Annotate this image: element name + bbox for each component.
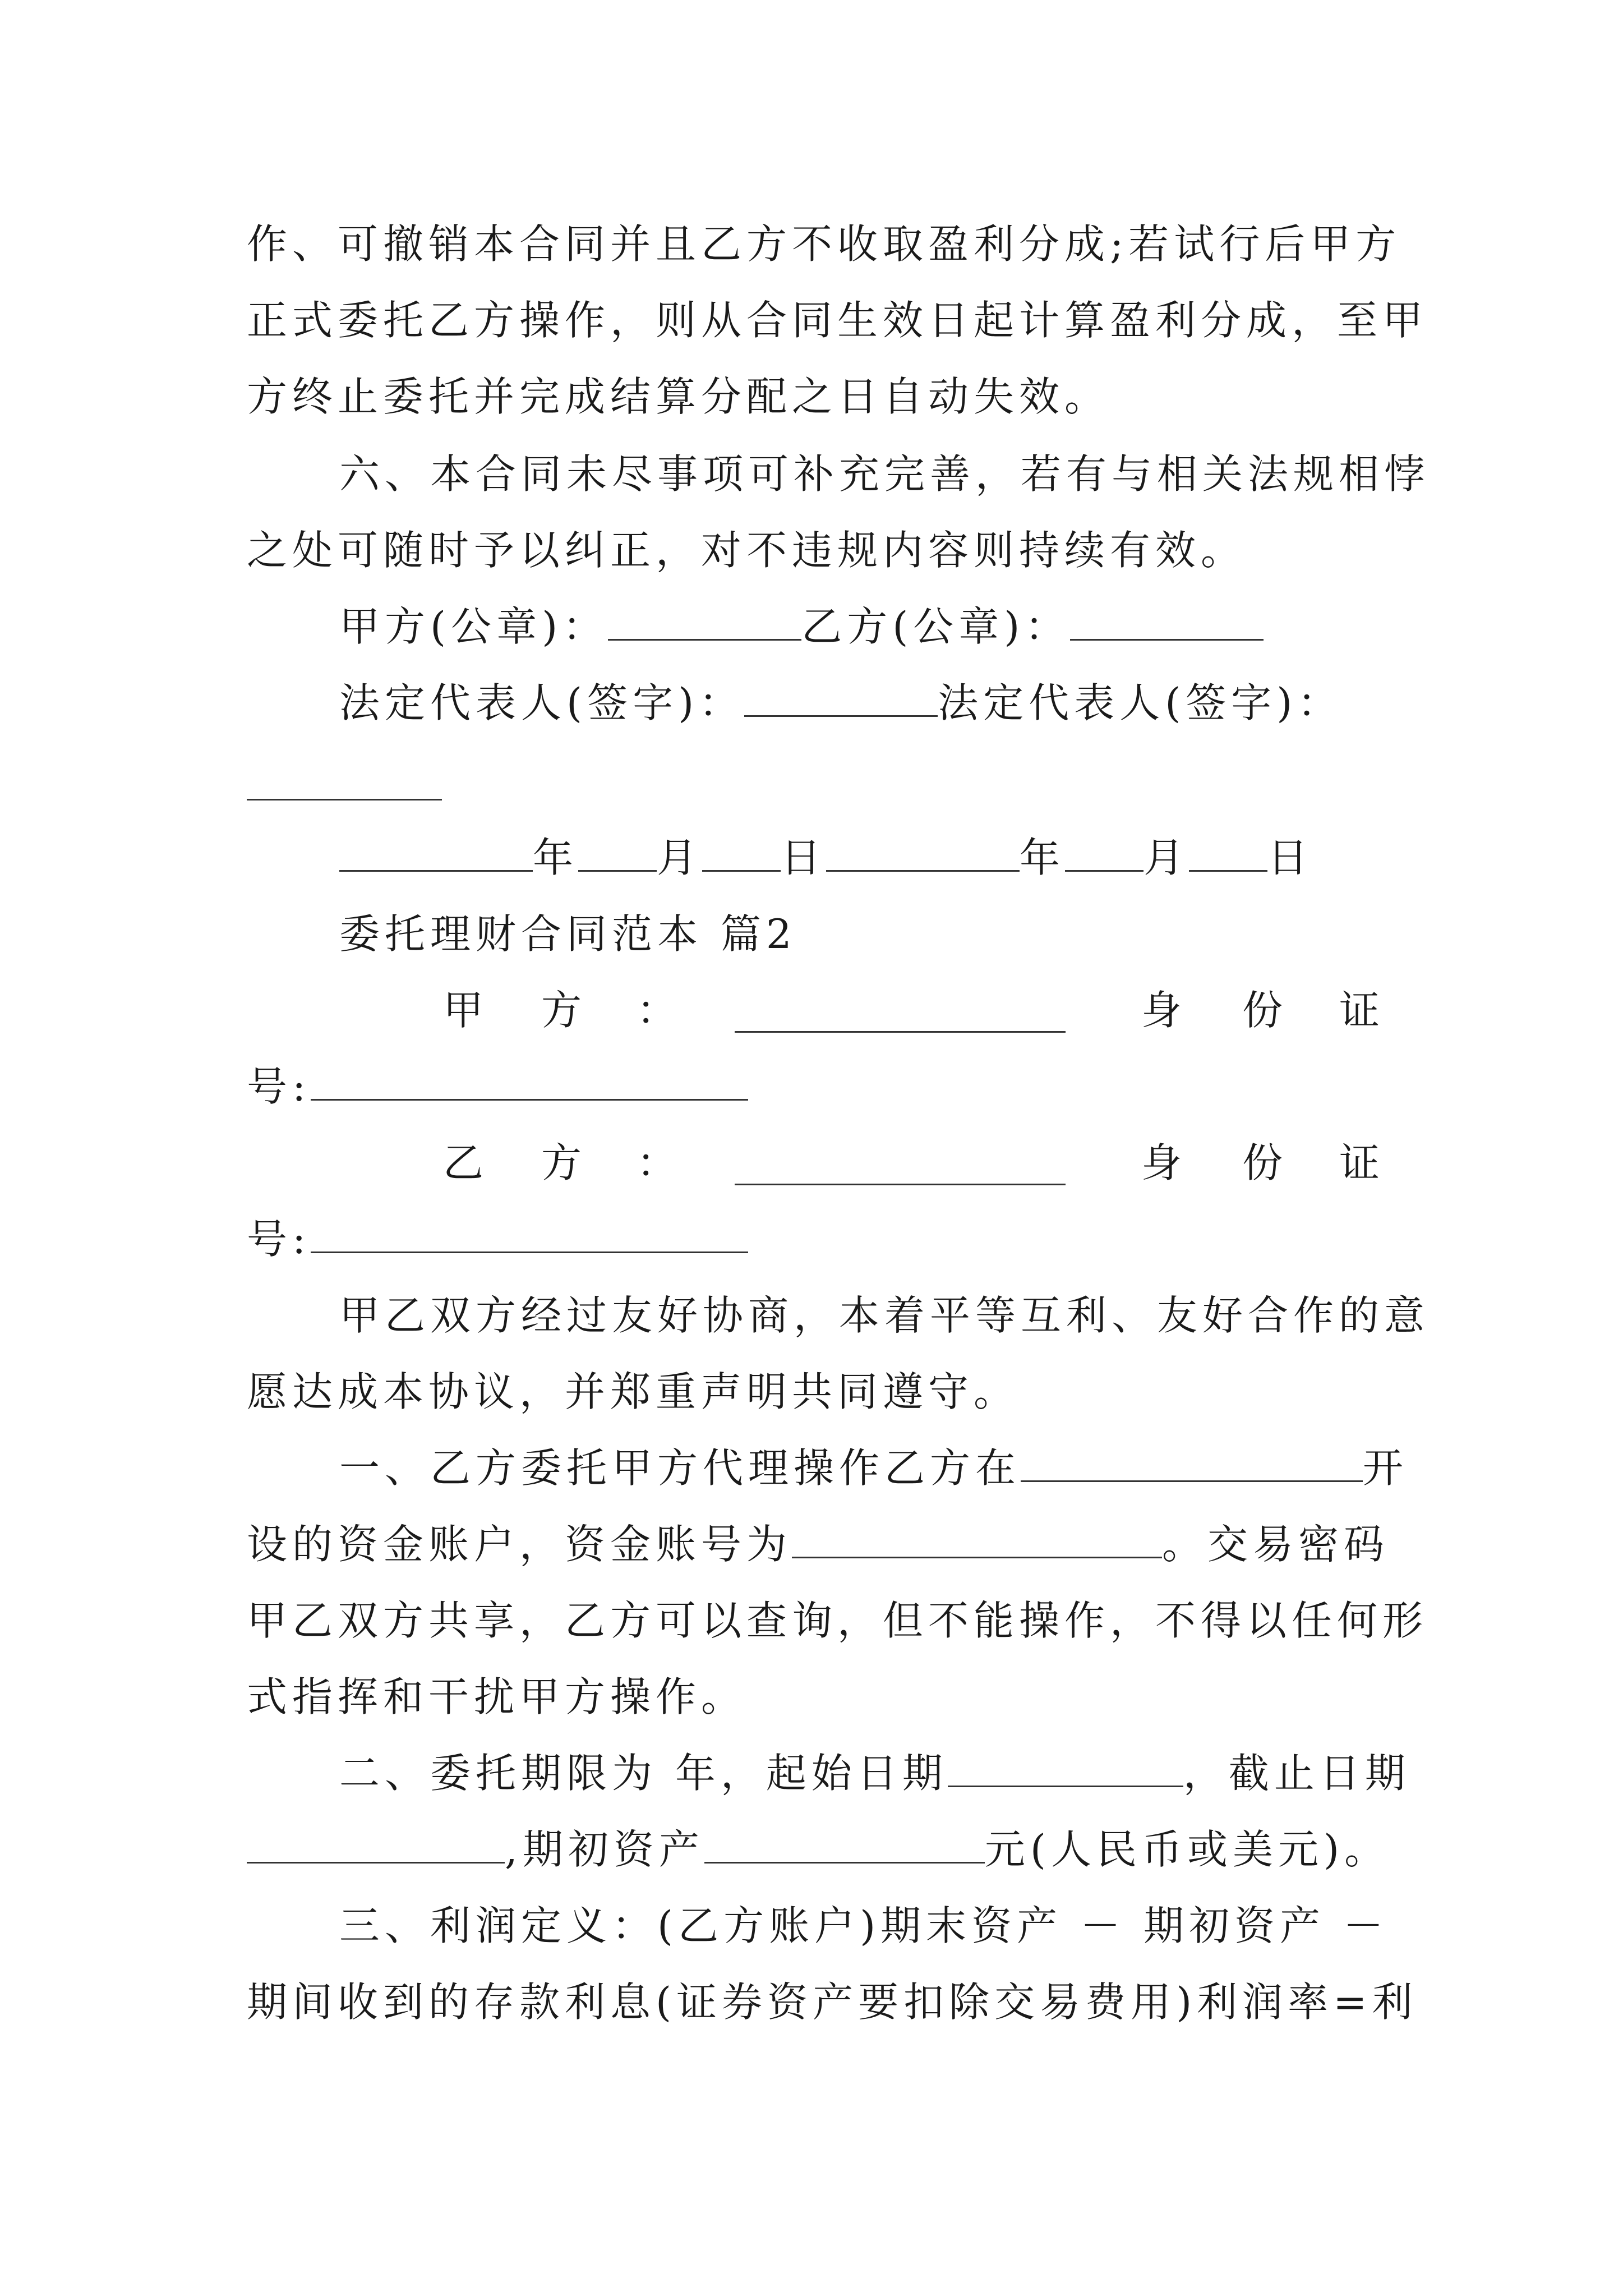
day-b-blank[interactable]	[1189, 835, 1267, 872]
party-b-id-label: 号:	[247, 1216, 311, 1263]
party-b-name-blank[interactable]	[735, 1149, 1066, 1185]
rep-a-label: 法定代表人(签字)：	[339, 679, 745, 726]
start-date-blank[interactable]	[948, 1751, 1183, 1787]
representative-row	[339, 672, 1380, 734]
year-b-label: 年	[1020, 834, 1066, 881]
party-b-colon: ：	[637, 1139, 683, 1186]
rep-b-blank[interactable]	[247, 799, 442, 800]
clause-two-text-a: 二、委托期限为 年，起始日期	[339, 1750, 948, 1797]
clause-one-text-b: 开	[1363, 1444, 1409, 1492]
clause-six-line-2: 之处可随时予以纠正，对不违规内容则持续有效。	[247, 527, 1247, 574]
year-a-label: 年	[533, 834, 579, 881]
clause-two-line-1	[339, 1742, 1410, 1804]
intro-line-1: 甲乙双方经过友好协商，本着平等互利、友好合作的意	[339, 1292, 1430, 1339]
paragraph-line-2: 正式委托乙方操作，则从合同生效日起计算盈利分成，至甲	[247, 297, 1428, 344]
party-a-id-char-1: 身	[1141, 987, 1187, 1034]
party-a-id-label: 号:	[247, 1063, 311, 1110]
month-b-label: 月	[1144, 834, 1189, 881]
clause-six-line-1: 六、本合同未尽事项可补充完善，若有与相关法规相悖	[339, 450, 1430, 498]
clause-three-line-1: 三、利润定义：(乙方账户)期末资产 － 期初资产 －	[339, 1902, 1389, 1949]
intro-line-2: 愿达成本协议，并郑重声明共同遵守。	[247, 1368, 1020, 1415]
party-b-id-char-3: 证	[1339, 1139, 1385, 1186]
clause-one-text-d: 。交易密码	[1162, 1521, 1390, 1568]
year-b-blank[interactable]	[826, 835, 1020, 872]
initial-assets-blank[interactable]	[704, 1827, 985, 1864]
day-a-blank[interactable]	[702, 835, 781, 872]
party-a-id-char-3: 证	[1339, 987, 1385, 1034]
month-a-blank[interactable]	[578, 835, 657, 872]
party-b-id-char-1: 身	[1141, 1139, 1187, 1186]
clause-one-line-2	[247, 1513, 1390, 1575]
clause-one-line-3: 甲乙双方共享，乙方可以查询，但不能操作，不得以任何形	[247, 1597, 1428, 1644]
clause-one-line-4: 式指挥和干扰甲方操作。	[247, 1673, 747, 1720]
clause-two-line-2	[247, 1819, 1390, 1880]
paragraph-line-3: 方终止委托并完成结算分配之日自动失效。	[247, 373, 1110, 420]
party-b-id-row	[247, 1208, 1380, 1270]
end-date-blank[interactable]	[247, 1827, 505, 1864]
party-b-char-2: 方	[541, 1139, 587, 1186]
clause-one-text-a: 一、乙方委托甲方代理操作乙方在	[339, 1444, 1021, 1492]
year-a-blank[interactable]	[339, 835, 533, 872]
date-row	[339, 827, 1380, 889]
month-b-blank[interactable]	[1065, 835, 1144, 872]
party-a-colon: ：	[637, 987, 683, 1034]
party-a-row	[443, 979, 1385, 1041]
party-a-id-row	[247, 1056, 1380, 1117]
party-b-id-blank[interactable]	[311, 1217, 748, 1253]
account-number-blank[interactable]	[792, 1522, 1162, 1558]
clause-two-text-d: 元(人民币或美元)。	[984, 1826, 1390, 1873]
party-a-char-1: 甲	[443, 987, 489, 1034]
clause-one-line-1	[339, 1437, 1409, 1499]
party-a-seal-label: 甲方(公章)：	[339, 603, 608, 650]
account-bank-blank[interactable]	[1021, 1446, 1363, 1482]
seal-row	[339, 596, 1380, 657]
party-b-row	[443, 1132, 1385, 1194]
clause-one-text-c: 设的资金账户，资金账号为	[247, 1521, 792, 1568]
party-b-char-1: 乙	[443, 1139, 489, 1186]
month-a-label: 月	[657, 834, 703, 881]
clause-two-text-b: ，截止日期	[1183, 1750, 1410, 1797]
party-a-id-char-2: 份	[1242, 987, 1288, 1034]
section-title: 委托理财合同范本 篇2	[339, 910, 797, 958]
clause-three-line-2: 期间收到的存款利息(证券资产要扣除交易费用)利润率=利	[247, 1978, 1418, 2026]
party-a-char-2: 方	[541, 987, 587, 1034]
party-a-seal-blank[interactable]	[608, 604, 801, 641]
party-b-id-char-2: 份	[1242, 1139, 1288, 1186]
party-b-seal-blank[interactable]	[1070, 604, 1264, 641]
party-a-id-blank[interactable]	[311, 1064, 748, 1101]
clause-two-text-c: ,期初资产	[505, 1826, 704, 1873]
day-a-label: 日	[781, 834, 827, 881]
day-b-label: 日	[1267, 834, 1313, 881]
party-a-name-blank[interactable]	[735, 996, 1066, 1033]
rep-b-label: 法定代表人(签字)：	[938, 679, 1343, 726]
paragraph-line-1: 作、可撤销本合同并且乙方不收取盈利分成;若试行后甲方	[247, 220, 1401, 268]
party-b-seal-label: 乙方(公章)：	[801, 603, 1071, 650]
rep-a-blank[interactable]	[744, 680, 938, 717]
